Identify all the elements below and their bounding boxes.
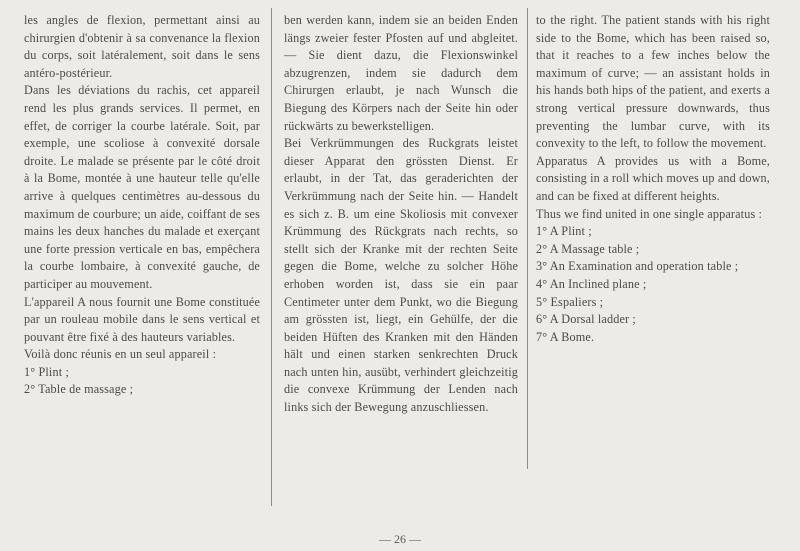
french-paragraph-1: les angles de flexion, permettant ainsi au chirurgien d'obtenir à sa convenance la flexion du corps, soit latéralement, soit dans le sens antéro-postérieur.: [24, 13, 260, 80]
german-paragraph-2: Bei Verkrümmungen des Ruckgrats leistet dieser Apparat den grössten Dienst. Er erlaubt, in der Tat, das geraderichten der Verkrümmung nach der Seite hin. — Handelt es sich z. B. um eine Skoliosis mit convexer Krümmung des Rückgrats nach rechts, so stellt sich der Kranke mit der rechten Seite gegen die Bome, welche zu solcher Höhe erhoben worden ist, dass sie ein paar Centimeter unter dem Punkt, wo die Biegung am grössten ist, liegt, ein Gehülfe, der die beiden Hüften des Kranken mit den Händen hält und einen starken senkrechten Druck nach unten hin, ausübt, verhindert gleichzeitig die convexe Krümmung der Lenden nach links sich der Bewegung anzuschliessen.: [284, 136, 518, 415]
column-divider-right: [527, 8, 528, 469]
french-list-item-1: 1° Plint ;: [24, 364, 69, 379]
english-list-item-4: 4° An Inclined plane ;: [536, 276, 647, 291]
french-paragraph-4: Voilà donc réunis en un seul appareil :: [24, 347, 217, 362]
french-column: [24, 12, 260, 399]
column-divider-left: [271, 8, 272, 506]
english-list-item-3: 3° An Examination and operation table ;: [536, 259, 739, 274]
english-list-item-7: 7° A Bome.: [536, 329, 595, 344]
english-list-item-2: 2° A Massage table ;: [536, 241, 640, 256]
english-paragraph-1: to the right. The patient stands with his right side to the Bome, which has been raised so, that it reaches to a few inches below the maximum of curve; — an assistant holds in his hands both hips of the patient, and exerts a strong vertical pressure downwards, thus preventing the lumbar curve, with its convexity to the left, to follow the movement.: [536, 13, 770, 151]
english-list-item-5: 5° Espaliers ;: [536, 294, 604, 309]
english-paragraph-2: Apparatus A provides us with a Bome, consisting in a roll which moves up and down, and can be fixed at different heights.: [536, 153, 770, 203]
page-number: — 26 —: [379, 532, 421, 546]
german-column: [284, 12, 518, 417]
french-list-item-2: 2° Table de massage ;: [24, 382, 134, 397]
french-paragraph-3: L'appareil A nous fournit une Bome constituée par un rouleau mobile dans le sens vertical et pouvant être fixé à des hauteurs variables.: [24, 294, 260, 344]
english-paragraph-3: Thus we find united in one single apparatus :: [536, 206, 763, 221]
english-column: [536, 12, 770, 346]
english-list-item-1: 1° A Plint ;: [536, 224, 592, 239]
french-paragraph-2: Dans les déviations du rachis, cet appareil rend les plus grands services. Il permet, en effet, de corriger la courbe latérale. Soit, par exemple, une scoliose à convexité dorsale droite. Le malade se présente par le côté droit à la Bome, montée à une hauteur telle qu'elle arrive à quelques centimètres au-dessous du maximum de courbure; un aide, coiffant de ses mains les deux hanches du malade et exerçant une forte pression verticale en bas, empêchera la courbe lombaire, à convexité gauche, de participer au mouvement.: [24, 83, 260, 291]
english-list-item-6: 6° A Dorsal ladder ;: [536, 312, 636, 327]
german-paragraph-1: ben werden kann, indem sie an beiden Enden längs zweier fester Pfosten auf und abgleitet. — Sie dient dazu, die Flexionswinkel abzugrenzen, indem sie dadurch dem Chirurgen erlaubt, je nach Wunsch die Biegung des Körpers nach der Seite hin oder rückwärts zu bewerkstelligen.: [284, 13, 518, 133]
